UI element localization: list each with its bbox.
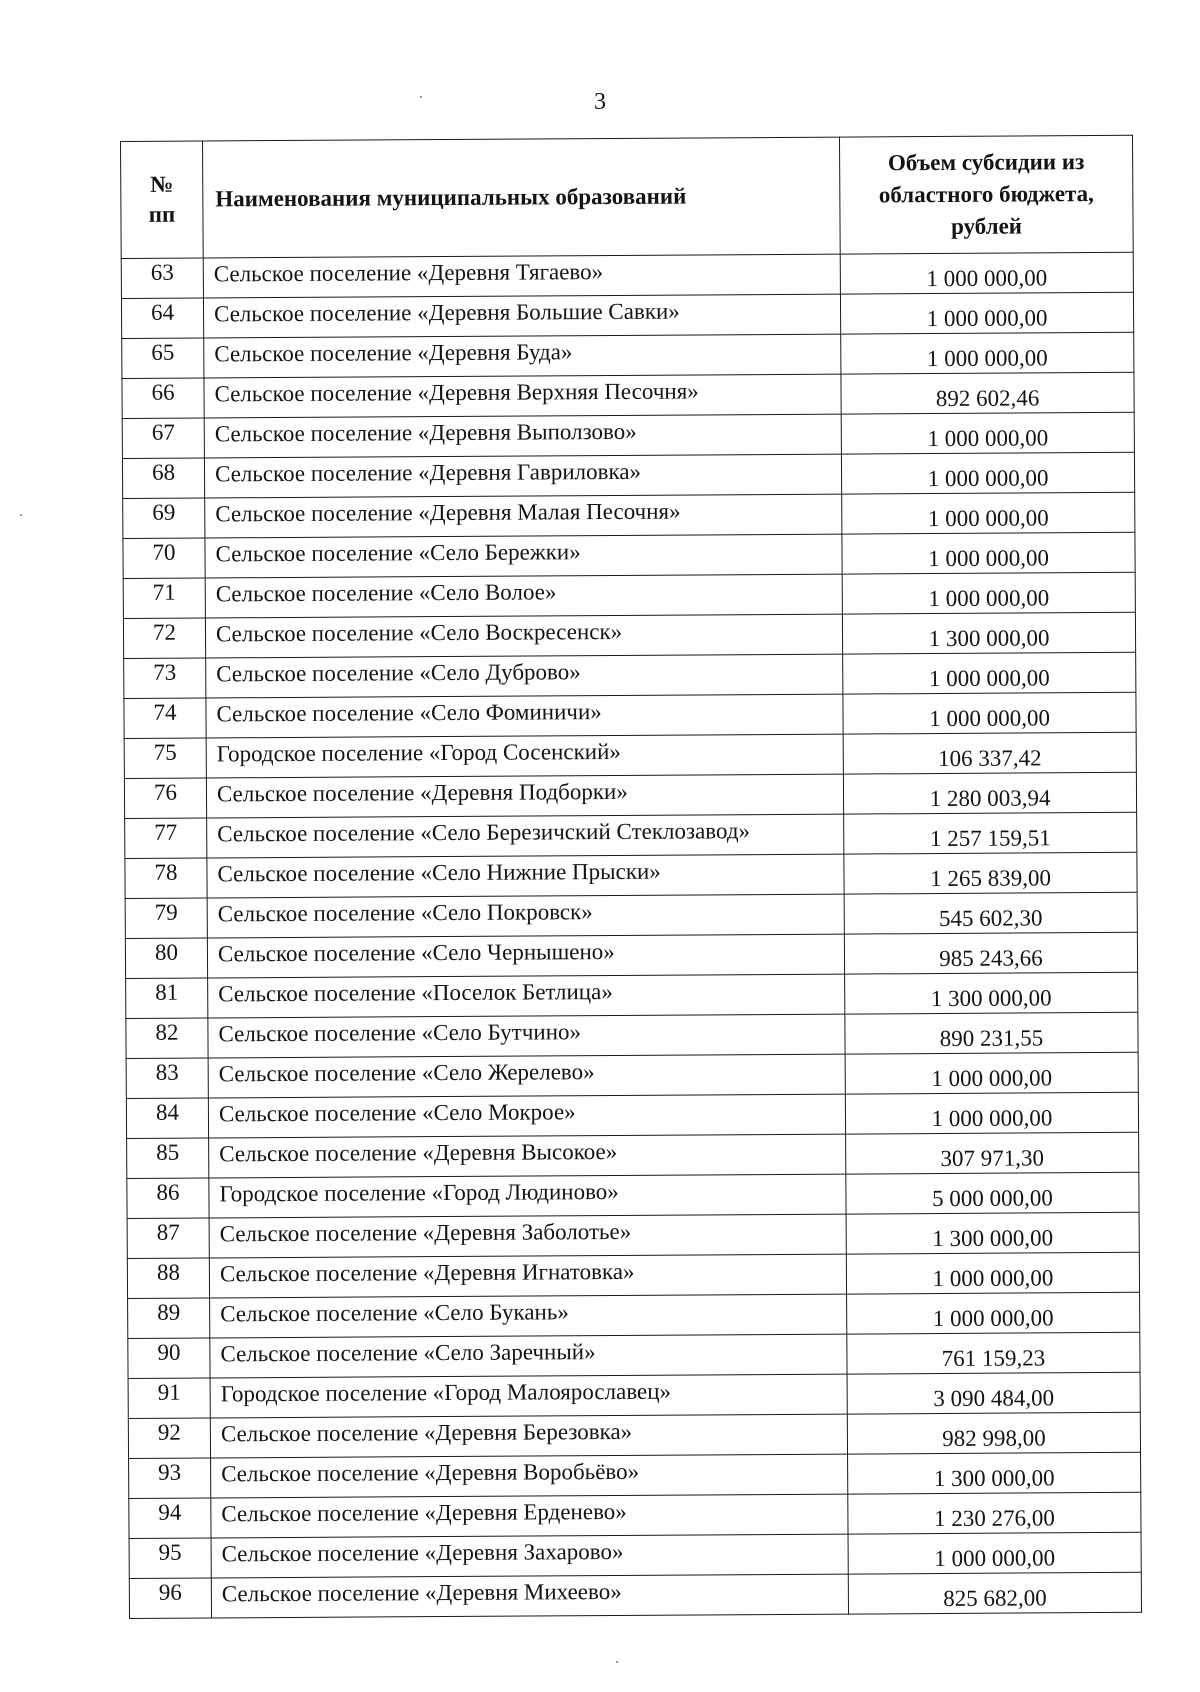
row-subsidy-amount: 985 243,66 — [844, 932, 1137, 974]
row-subsidy-amount: 890 231,55 — [845, 1012, 1138, 1054]
row-municipality-name: Сельское поселение «Село Нижние Прыски» — [207, 854, 844, 898]
table-row — [124, 732, 1136, 778]
row-municipality-name: Сельское поселение «Деревня Игнатовка» — [209, 1254, 846, 1298]
row-municipality-name: Сельское поселение «Деревня Заболотье» — [209, 1214, 846, 1258]
row-municipality-name: Сельское поселение «Село Букань» — [210, 1294, 847, 1338]
row-municipality-name: Сельское поселение «Село Воскресенск» — [205, 614, 842, 658]
row-subsidy-amount: 982 998,00 — [847, 1412, 1140, 1454]
row-subsidy-amount: 1 000 000,00 — [843, 652, 1136, 694]
row-number: 66 — [122, 378, 204, 419]
row-subsidy-amount: 1 000 000,00 — [845, 1052, 1138, 1094]
row-subsidy-amount: 1 000 000,00 — [843, 692, 1136, 734]
table-row — [128, 1372, 1140, 1418]
row-municipality-name: Сельское поселение «Деревня Михеево» — [211, 1574, 848, 1618]
row-subsidy-amount: 307 971,30 — [846, 1132, 1139, 1174]
table-row — [123, 572, 1135, 618]
row-number: 96 — [129, 1578, 211, 1619]
row-number: 69 — [123, 498, 205, 539]
row-number: 63 — [121, 258, 203, 299]
row-number: 80 — [125, 938, 207, 979]
row-municipality-name: Сельское поселение «Деревня Высокое» — [209, 1134, 846, 1178]
row-subsidy-amount: 1 000 000,00 — [840, 292, 1133, 334]
row-municipality-name: Городское поселение «Город Малоярославец» — [210, 1374, 847, 1418]
table-row — [126, 1012, 1138, 1058]
table-row — [129, 1532, 1141, 1578]
row-subsidy-amount: 761 159,23 — [847, 1332, 1140, 1374]
row-subsidy-amount: 106 337,42 — [843, 732, 1136, 774]
table-row — [128, 1412, 1140, 1458]
row-subsidy-amount: 1 000 000,00 — [841, 412, 1134, 454]
subsidy-table — [120, 135, 1142, 1619]
row-subsidy-amount: 825 682,00 — [848, 1572, 1141, 1614]
table-row — [126, 972, 1138, 1018]
row-subsidy-amount: 1 000 000,00 — [848, 1532, 1141, 1574]
row-subsidy-amount: 1 000 000,00 — [847, 1292, 1140, 1334]
row-number: 84 — [126, 1098, 208, 1139]
row-subsidy-amount: 1 300 000,00 — [845, 972, 1138, 1014]
row-municipality-name: Сельское поселение «Село Волое» — [205, 574, 842, 618]
row-number: 87 — [127, 1218, 209, 1259]
row-number: 88 — [127, 1258, 209, 1299]
table-row — [126, 1092, 1138, 1138]
table-row — [126, 1052, 1138, 1098]
scan-speck — [20, 514, 22, 516]
table-row — [127, 1212, 1139, 1258]
row-number: 86 — [127, 1178, 209, 1219]
row-subsidy-amount: 1 257 159,51 — [844, 812, 1137, 854]
row-number: 83 — [126, 1058, 208, 1099]
row-number: 82 — [126, 1018, 208, 1059]
row-number: 94 — [129, 1498, 211, 1539]
row-municipality-name: Сельское поселение «Село Березичский Стеклозавод» — [207, 814, 844, 858]
table-row — [124, 692, 1136, 738]
row-subsidy-amount: 5 000 000,00 — [846, 1172, 1139, 1214]
row-subsidy-amount: 1 300 000,00 — [848, 1452, 1141, 1494]
page-number: 3 — [594, 89, 606, 115]
table-row — [122, 452, 1134, 498]
row-municipality-name: Сельское поселение «Деревня Выползово» — [204, 414, 841, 458]
row-municipality-name: Сельское поселение «Село Жерелево» — [208, 1054, 845, 1098]
row-number: 74 — [124, 698, 206, 739]
row-municipality-name: Сельское поселение «Деревня Малая Песочня» — [205, 494, 842, 538]
header-amount — [839, 135, 1133, 254]
row-number: 95 — [129, 1538, 211, 1579]
header-num-line-2: пп — [148, 201, 176, 227]
row-municipality-name: Сельское поселение «Село Покровск» — [207, 894, 844, 938]
scan-speck — [616, 1661, 618, 1663]
table-row — [122, 372, 1134, 418]
row-number: 72 — [123, 618, 205, 659]
header-amount-line-2: областного бюджета, — [878, 181, 1094, 208]
row-subsidy-amount: 1 300 000,00 — [846, 1212, 1139, 1254]
row-number: 67 — [122, 418, 204, 459]
table-row — [129, 1572, 1141, 1618]
row-subsidy-amount: 1 280 003,94 — [843, 772, 1136, 814]
header-num — [121, 141, 204, 258]
scan-speck — [420, 96, 422, 98]
row-number: 90 — [128, 1338, 210, 1379]
row-municipality-name: Сельское поселение «Село Бутчино» — [208, 1014, 845, 1058]
table-header — [121, 135, 1134, 258]
row-subsidy-amount: 1 000 000,00 — [846, 1252, 1139, 1294]
row-municipality-name: Сельское поселение «Деревня Воробьёво» — [211, 1454, 848, 1498]
table-row — [128, 1292, 1140, 1338]
row-subsidy-amount: 3 090 484,00 — [847, 1372, 1140, 1414]
row-subsidy-amount: 892 602,46 — [841, 372, 1134, 414]
row-municipality-name: Городское поселение «Город Сосенский» — [206, 734, 843, 778]
header-row — [121, 135, 1134, 258]
row-subsidy-amount: 1 000 000,00 — [840, 252, 1133, 294]
row-number: 73 — [124, 658, 206, 699]
header-amount-line-3: рублей — [950, 213, 1023, 239]
table-row — [124, 772, 1136, 818]
row-municipality-name: Городское поселение «Город Людиново» — [209, 1174, 846, 1218]
row-municipality-name: Сельское поселение «Деревня Ерденево» — [211, 1494, 848, 1538]
row-number: 78 — [125, 858, 207, 899]
row-subsidy-amount: 1 000 000,00 — [841, 452, 1134, 494]
row-subsidy-amount: 1 000 000,00 — [842, 532, 1135, 574]
table-row — [123, 492, 1135, 538]
table-row — [125, 812, 1137, 858]
table-row — [123, 532, 1135, 578]
table-row — [121, 252, 1133, 298]
row-number: 91 — [128, 1378, 210, 1419]
row-subsidy-amount: 1 000 000,00 — [845, 1092, 1138, 1134]
table-row — [127, 1132, 1139, 1178]
table-row — [127, 1172, 1139, 1218]
row-municipality-name: Сельское поселение «Село Дуброво» — [206, 654, 843, 698]
row-number: 79 — [125, 898, 207, 939]
table-row — [125, 892, 1137, 938]
row-subsidy-amount: 1 000 000,00 — [842, 572, 1135, 614]
row-municipality-name: Сельское поселение «Село Бережки» — [205, 534, 842, 578]
table-row — [121, 292, 1133, 338]
row-number: 89 — [128, 1298, 210, 1339]
row-municipality-name: Сельское поселение «Село Фоминичи» — [206, 694, 843, 738]
row-subsidy-amount: 1 230 276,00 — [848, 1492, 1141, 1534]
row-number: 75 — [124, 738, 206, 779]
header-name: Наименования муниципальных образований — [203, 137, 841, 258]
row-number: 77 — [125, 818, 207, 859]
table-row — [124, 652, 1136, 698]
row-municipality-name: Сельское поселение «Деревня Гавриловка» — [204, 454, 841, 498]
row-municipality-name: Сельское поселение «Деревня Березовка» — [210, 1414, 847, 1458]
row-number: 71 — [123, 578, 205, 619]
row-municipality-name: Сельское поселение «Поселок Бетлица» — [208, 974, 845, 1018]
table-row — [122, 412, 1134, 458]
row-number: 92 — [128, 1418, 210, 1459]
header-num-line-1: № — [150, 171, 174, 197]
row-municipality-name: Сельское поселение «Деревня Тягаево» — [203, 254, 840, 298]
row-municipality-name: Сельское поселение «Деревня Подборки» — [206, 774, 843, 818]
row-municipality-name: Сельское поселение «Деревня Захарово» — [211, 1534, 848, 1578]
row-number: 68 — [122, 458, 204, 499]
row-number: 81 — [126, 978, 208, 1019]
table-row — [127, 1252, 1139, 1298]
row-number: 76 — [124, 778, 206, 819]
row-municipality-name: Сельское поселение «Село Чернышено» — [207, 934, 844, 978]
header-amount-line-1: Объем субсидии из — [887, 149, 1085, 176]
table-body — [121, 252, 1141, 1618]
row-subsidy-amount: 1 300 000,00 — [842, 612, 1135, 654]
row-number: 93 — [129, 1458, 211, 1499]
row-subsidy-amount: 545 602,30 — [844, 892, 1137, 934]
row-subsidy-amount: 1 265 839,00 — [844, 852, 1137, 894]
row-municipality-name: Сельское поселение «Деревня Большие Савки» — [203, 294, 840, 338]
row-subsidy-amount: 1 000 000,00 — [842, 492, 1135, 534]
row-municipality-name: Сельское поселение «Деревня Верхняя Песочня» — [204, 374, 841, 418]
table-row — [123, 612, 1135, 658]
table-row — [128, 1332, 1140, 1378]
row-subsidy-amount: 1 000 000,00 — [841, 332, 1134, 374]
row-municipality-name: Сельское поселение «Село Заречный» — [210, 1334, 847, 1378]
row-municipality-name: Сельское поселение «Деревня Буда» — [204, 334, 841, 378]
row-number: 70 — [123, 538, 205, 579]
table-row — [129, 1492, 1141, 1538]
table-row — [125, 932, 1137, 978]
row-number: 64 — [121, 298, 203, 339]
row-number: 65 — [122, 338, 204, 379]
table-row — [125, 852, 1137, 898]
row-number: 85 — [127, 1138, 209, 1179]
table-row — [129, 1452, 1141, 1498]
table-row — [122, 332, 1134, 378]
row-municipality-name: Сельское поселение «Село Мокрое» — [208, 1094, 845, 1138]
